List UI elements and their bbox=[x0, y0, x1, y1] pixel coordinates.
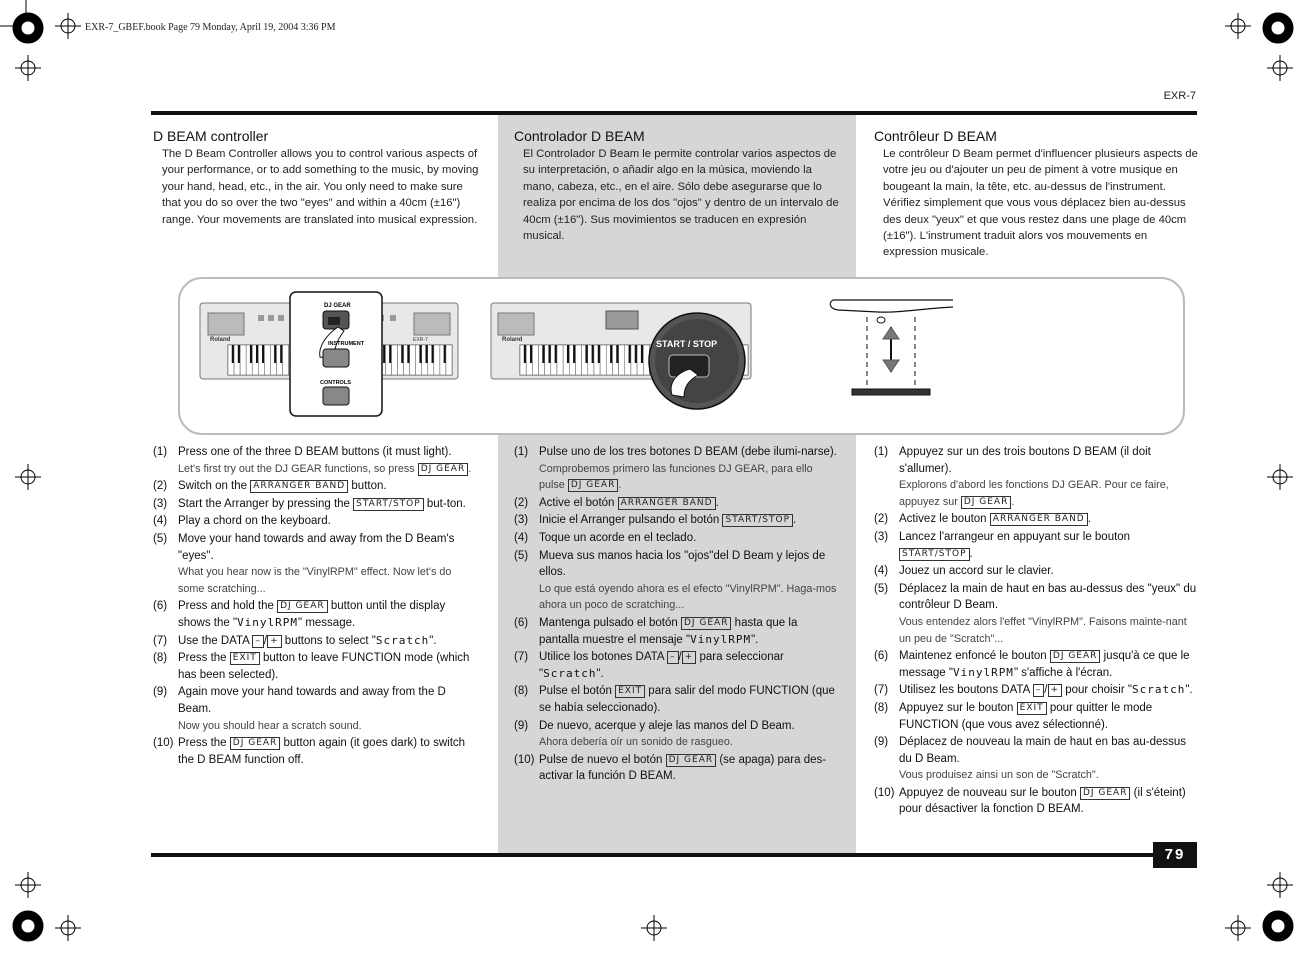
step-note: Now you should hear a scratch sound. bbox=[178, 719, 362, 732]
step-text: Press and hold the bbox=[178, 600, 278, 613]
step-item bbox=[514, 444, 839, 494]
step-text: (se apaga) para des-activar la función D BEAM. bbox=[539, 753, 827, 783]
step-item bbox=[514, 683, 839, 716]
step-number: (8) bbox=[514, 685, 529, 698]
step-note-block bbox=[178, 564, 478, 597]
step-text: (il s'éteint) pour désactiver la fonction D BEAM. bbox=[899, 786, 1186, 816]
step-text: Inicie el Arranger pulsando el botón bbox=[539, 514, 723, 527]
step-number: (4) bbox=[874, 565, 889, 578]
english-steps bbox=[153, 444, 478, 769]
panel-button-name: DJ GEAR bbox=[230, 737, 281, 750]
step-note-block bbox=[539, 461, 839, 494]
step-text: button again (it goes dark) to switch the D BEAM function off. bbox=[178, 737, 466, 766]
step-note: Lo que está oyendo ahora es el efecto "VinylRPM". Haga-mos ahora un poco de scratching... bbox=[539, 582, 837, 612]
white-key bbox=[391, 345, 397, 375]
step-text: Appuyez sur le bouton bbox=[899, 701, 1017, 714]
step-number: (1) bbox=[874, 446, 889, 458]
step-text: Start the Arranger by pressing the bbox=[178, 497, 354, 510]
step-number: (5) bbox=[514, 549, 529, 562]
step-text: Pulse uno de los tres botones D BEAM (debe ilumi-narse). bbox=[539, 446, 837, 458]
step-item bbox=[514, 512, 839, 529]
step-number: (7) bbox=[514, 651, 529, 664]
white-key bbox=[282, 345, 288, 375]
step-item bbox=[153, 478, 478, 495]
panel-button-name: DJ GEAR bbox=[418, 463, 469, 476]
panel-button-name: EXIT bbox=[230, 652, 260, 665]
panel-button-name: ARRANGER BAND bbox=[250, 480, 348, 493]
panel-button-name: DJ GEAR bbox=[1050, 650, 1101, 663]
step-item bbox=[874, 682, 1199, 699]
controls-label: CONTROLS bbox=[320, 380, 351, 386]
step-number: (4) bbox=[153, 515, 168, 528]
step-text: Press the bbox=[178, 737, 230, 750]
step-number: (3) bbox=[153, 497, 168, 510]
panel-button-name: DJ GEAR bbox=[568, 479, 619, 492]
step-text: Appuyez sur un des trois boutons D BEAM (il doit s'allumer). bbox=[899, 446, 1151, 475]
step-item bbox=[153, 444, 478, 477]
step-text: " message. bbox=[298, 616, 356, 629]
step-item bbox=[153, 598, 478, 631]
panel-button-name: ARRANGER BAND bbox=[990, 513, 1088, 526]
step-text: ". bbox=[596, 667, 604, 680]
step-item bbox=[514, 718, 839, 751]
step-number: (5) bbox=[874, 582, 889, 595]
step-note-block bbox=[539, 734, 839, 751]
start-stop-label: START / STOP bbox=[656, 339, 718, 349]
step-list bbox=[153, 444, 478, 768]
step-note-block bbox=[899, 767, 1199, 784]
step-text: but-ton. bbox=[423, 497, 466, 510]
step-text: para salir del modo FUNCTION (que se había seleccionado). bbox=[539, 685, 835, 714]
step-text: Appuyez de nouveau sur le bouton bbox=[899, 786, 1080, 799]
step-number: (2) bbox=[153, 480, 168, 493]
step-text: . bbox=[715, 496, 719, 509]
white-key bbox=[557, 345, 563, 375]
step-note: Ahora debería oír un sonido de rasgueo. bbox=[539, 736, 733, 749]
step-number: (10) bbox=[874, 786, 895, 799]
french-steps bbox=[874, 444, 1199, 819]
step-note: What you hear now is the "VinylRPM" effect. Now let's do some scratching... bbox=[178, 566, 452, 595]
step-note-block bbox=[178, 718, 478, 735]
step-item bbox=[514, 495, 839, 512]
step-text: Pulse el botón bbox=[539, 685, 616, 698]
step-number: (1) bbox=[153, 446, 168, 458]
panel-button-name: – bbox=[1033, 684, 1045, 697]
step-item bbox=[153, 684, 478, 734]
white-key bbox=[532, 345, 538, 375]
step-text: Move your hand towards and away from the D Beam's "eyes". bbox=[178, 532, 455, 562]
panel-button-name: DJ GEAR bbox=[681, 617, 732, 630]
step-text: . bbox=[969, 547, 973, 560]
panel-button-name: – bbox=[252, 635, 264, 648]
step-text: Toque un acorde en el teclado. bbox=[539, 531, 697, 544]
step-number: (7) bbox=[874, 684, 889, 697]
step-text: Press the bbox=[178, 652, 230, 665]
step-number: (8) bbox=[874, 701, 889, 714]
bottom-rule bbox=[151, 853, 1153, 857]
step-text: jusqu'à ce que le message " bbox=[899, 650, 1190, 679]
step-note: Vous entendez alors l'effet "VinylRPM". Faisons mainte-nant un peu de "Scratch"... bbox=[899, 615, 1187, 645]
step-item bbox=[153, 633, 478, 650]
white-key bbox=[240, 345, 246, 375]
display-message: Scratch bbox=[543, 666, 597, 680]
step-text: Activez le bouton bbox=[899, 513, 990, 526]
white-key bbox=[446, 345, 452, 375]
display-message: VinylRPM bbox=[952, 665, 1014, 679]
step-item bbox=[514, 548, 839, 614]
step-list bbox=[514, 444, 839, 785]
step-text: Press one of the three D BEAM buttons (it must light). bbox=[178, 446, 452, 458]
step-note: Explorons d'abord les fonctions DJ GEAR. Pour ce faire, appuyez sur bbox=[899, 479, 1169, 508]
display-message: Scratch bbox=[1131, 683, 1186, 697]
panel-button-name: + bbox=[682, 651, 697, 664]
intro-text: El Controlador D Beam le permite controlar varios aspectos de su interpretación, o añadir algo en la música, moviendo la mano, cabeza, etc., en el aire. Sólo debe asegurarse que lo realiza por encima de los dos "ojos" y dentro de un intervalo de 40cm (±16"). Sus movimientos se traducen en expresión musical. bbox=[523, 148, 839, 243]
white-key bbox=[575, 345, 581, 375]
panel-button-name: START/STOP bbox=[722, 514, 793, 527]
step-text: Use the DATA bbox=[178, 634, 253, 647]
spanish-steps bbox=[514, 444, 839, 786]
display-message: VinylRPM bbox=[690, 632, 752, 646]
step-note: Comprobemos primero las funciones DJ GEAR, para ello pulse bbox=[539, 462, 813, 492]
intro-text: The D Beam Controller allows you to control various aspects of your performance, or to add something to the music, by moving your hand, head, etc., in the air. You only need to make sure that you do so over the two "eyes" and within a 40cm (±16") range. Your movements are translated into musical expression. bbox=[162, 148, 479, 226]
illustration bbox=[178, 277, 1183, 433]
step-item bbox=[874, 511, 1199, 528]
panel-button-name: EXIT bbox=[615, 685, 645, 698]
english-intro bbox=[153, 128, 483, 228]
step-number: (1) bbox=[514, 446, 529, 458]
step-text: Mueva sus manos hacia los "ojos"del D Beam y lejos de ellos. bbox=[539, 549, 826, 579]
page-number: 79 bbox=[1153, 842, 1197, 868]
step-number: (10) bbox=[514, 753, 535, 766]
step-number: (6) bbox=[874, 650, 889, 663]
step-note: . bbox=[618, 479, 622, 492]
step-text: hasta que la pantalla muestre el mensaje " bbox=[539, 616, 798, 646]
step-item bbox=[874, 648, 1199, 681]
step-note: . bbox=[1011, 495, 1015, 508]
display-message: VinylRPM bbox=[237, 615, 299, 629]
step-number: (6) bbox=[153, 600, 168, 613]
display-message: Scratch bbox=[375, 633, 430, 647]
intro-text: Le contrôleur D Beam permet d'influencer plusieurs aspects de votre jeu ou d'ajouter un peu de piment à votre musique en bougeant la main, la tête, etc. au-dessus de l'instrument. Vérifiez simplement que vous vous déplacez bien au-dessus des deux "yeux" et que vous restez dans une plage de 40cm (±16"). L'instrument traduit alors vos mouvements en expression musicale. bbox=[883, 148, 1198, 259]
step-text: Utilisez les boutons DATA bbox=[899, 684, 1033, 697]
french-intro bbox=[874, 128, 1204, 261]
panel-button-name: START/STOP bbox=[353, 498, 424, 511]
step-text: para seleccionar " bbox=[539, 651, 784, 680]
step-text: Play a chord on the keyboard. bbox=[178, 515, 331, 528]
step-text: " s'affiche à l'écran. bbox=[1013, 666, 1113, 679]
step-item bbox=[514, 615, 839, 648]
panel-button-name: DJ GEAR bbox=[277, 600, 328, 613]
step-item bbox=[153, 531, 478, 597]
brand-text: Roland bbox=[210, 337, 231, 343]
step-text: . bbox=[1087, 513, 1091, 526]
step-text: Lancez l'arrangeur en appuyant sur le bouton bbox=[899, 530, 1131, 543]
step-text: Active el botón bbox=[539, 496, 618, 509]
step-item bbox=[874, 581, 1199, 647]
step-text: De nuevo, acerque y aleje las manos del D Beam. bbox=[539, 719, 795, 732]
step-text: / bbox=[1044, 684, 1048, 697]
step-number: (9) bbox=[874, 736, 889, 749]
white-key bbox=[264, 345, 270, 375]
panel-button-name: DJ GEAR bbox=[1080, 787, 1131, 800]
step-text: button. bbox=[348, 480, 387, 493]
panel-button-name: EXIT bbox=[1017, 702, 1047, 715]
step-item bbox=[514, 752, 839, 785]
step-number: (2) bbox=[874, 513, 889, 526]
step-number: (9) bbox=[153, 686, 168, 699]
section-title: D BEAM controller bbox=[153, 128, 269, 144]
print-note: EXR-7_GBEF.book Page 79 Monday, April 19, 2004 3:36 PM bbox=[85, 22, 336, 33]
step-text: Mantenga pulsado el botón bbox=[539, 616, 681, 629]
step-note-block bbox=[899, 477, 1199, 510]
white-key bbox=[434, 345, 440, 375]
step-item bbox=[874, 563, 1199, 580]
step-note: Let's first try out the DJ GEAR functions, so press bbox=[178, 462, 418, 475]
step-item bbox=[514, 530, 839, 547]
step-text: / bbox=[263, 634, 268, 647]
step-number: (6) bbox=[514, 616, 529, 629]
step-text: pour choisir " bbox=[1062, 684, 1132, 697]
step-number: (3) bbox=[874, 530, 889, 543]
step-item bbox=[874, 700, 1199, 733]
step-text: Pulse de nuevo el botón bbox=[539, 753, 666, 766]
step-text: Again move your hand towards and away from the D Beam. bbox=[178, 686, 446, 715]
white-key bbox=[600, 345, 606, 375]
step-number: (10) bbox=[153, 737, 174, 750]
step-text: ". bbox=[751, 633, 759, 646]
step-number: (2) bbox=[514, 496, 529, 509]
step-text: / bbox=[678, 651, 682, 664]
step-item bbox=[874, 785, 1199, 818]
step-text: Jouez un accord sur le clavier. bbox=[899, 565, 1054, 578]
step-item bbox=[153, 650, 478, 683]
step-text: buttons to select " bbox=[281, 634, 376, 647]
step-note: Vous produisez ainsi un son de "Scratch". bbox=[899, 769, 1099, 782]
white-key bbox=[410, 345, 416, 375]
step-text: Switch on the bbox=[178, 480, 251, 493]
step-text: Déplacez la main de haut en bas au-dessus des "yeux" du contrôleur D Beam. bbox=[899, 582, 1197, 612]
step-note-block bbox=[899, 614, 1199, 647]
step-item bbox=[874, 444, 1199, 510]
model-name: EXR-7 bbox=[1163, 90, 1196, 102]
step-text: Déplacez de nouveau la main de haut en bas au-dessus du D Beam. bbox=[899, 736, 1187, 765]
step-text: ". bbox=[429, 634, 437, 647]
step-number: (9) bbox=[514, 719, 529, 732]
instrument-label: INSTRUMENT bbox=[328, 341, 365, 347]
white-key bbox=[619, 345, 625, 375]
step-number: (7) bbox=[153, 634, 168, 647]
step-text: Utilice los botones DATA bbox=[539, 651, 668, 664]
spanish-intro bbox=[514, 128, 844, 244]
panel-button-name: ARRANGER BAND bbox=[618, 497, 716, 510]
panel-button-name: DJ GEAR bbox=[961, 496, 1012, 509]
section-title: Contrôleur D BEAM bbox=[874, 128, 997, 144]
model-text: EXR-7 bbox=[413, 337, 428, 343]
step-number: (8) bbox=[153, 652, 168, 665]
dj-gear-label: DJ GEAR bbox=[324, 303, 351, 309]
step-item bbox=[153, 735, 478, 768]
step-text: Maintenez enfoncé le bouton bbox=[899, 650, 1050, 663]
panel-button-name: – bbox=[667, 651, 679, 664]
step-note: . bbox=[468, 462, 472, 475]
d-beam-hand-diagram bbox=[830, 300, 953, 395]
step-text: ". bbox=[1185, 684, 1193, 697]
step-number: (5) bbox=[153, 532, 168, 545]
step-note-block bbox=[539, 581, 839, 614]
step-item bbox=[874, 734, 1199, 784]
step-note-block bbox=[178, 461, 478, 478]
step-text: . bbox=[793, 514, 797, 527]
step-number: (3) bbox=[514, 514, 529, 527]
step-item bbox=[874, 529, 1199, 562]
panel-button-name: DJ GEAR bbox=[666, 754, 717, 767]
svg-text:Roland: Roland bbox=[502, 337, 523, 343]
step-item bbox=[514, 649, 839, 682]
panel-button-name: START/STOP bbox=[899, 548, 970, 561]
step-item bbox=[153, 513, 478, 530]
step-list bbox=[874, 444, 1199, 818]
panel-button-name: + bbox=[267, 635, 282, 648]
step-text: button until the display shows the " bbox=[178, 600, 446, 629]
step-item bbox=[153, 496, 478, 513]
step-text: button to leave FUNCTION mode (which has been selected). bbox=[178, 652, 470, 681]
step-number: (4) bbox=[514, 531, 529, 544]
step-text: pour quitter le mode FUNCTION (que vous avez sélectionné). bbox=[899, 701, 1153, 731]
section-title: Controlador D BEAM bbox=[514, 128, 645, 144]
panel-button-name: + bbox=[1048, 684, 1063, 697]
